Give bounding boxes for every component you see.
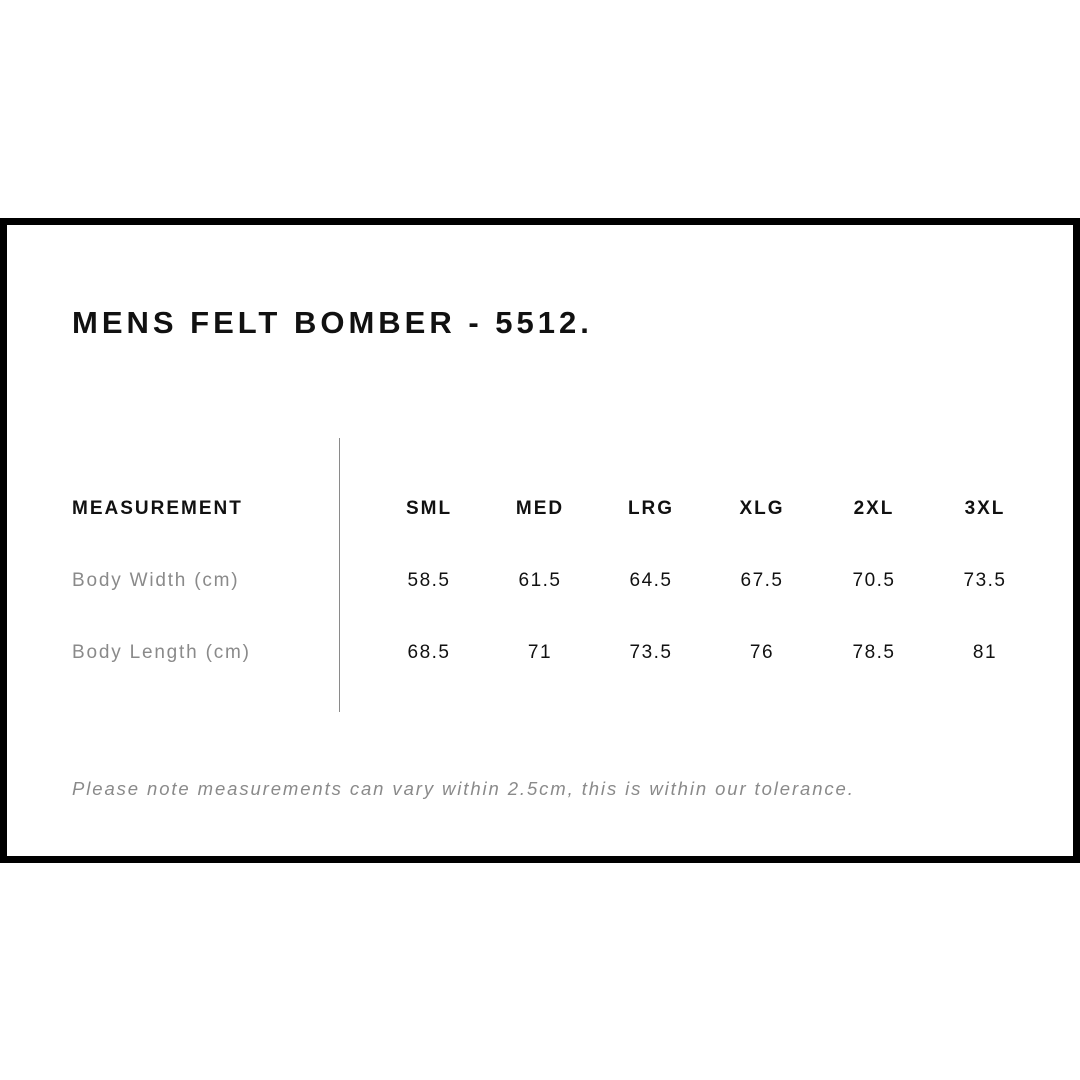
body-width-xlg: 67.5 (740, 570, 784, 591)
size-header-lrg: LRG (627, 498, 675, 519)
body-length-xlg: 76 (749, 642, 775, 663)
measurement-header: MEASUREMENT (72, 498, 243, 519)
body-width-3xl: 73.5 (963, 570, 1007, 591)
size-header-med: MED (515, 498, 565, 519)
size-header-2xl: 2XL (853, 498, 895, 519)
body-length-3xl: 81 (972, 642, 998, 663)
row-label-body-width: Body Width (cm) (72, 570, 240, 591)
body-width-sml: 58.5 (407, 570, 451, 591)
chart-title: MENS FELT BOMBER - 5512. (72, 305, 593, 340)
size-header-sml: SML (405, 498, 453, 519)
tolerance-note: Please note measurements can vary within 2.5cm, this is within our tolerance. (72, 778, 855, 799)
body-length-lrg: 73.5 (629, 642, 673, 663)
body-width-2xl: 70.5 (852, 570, 896, 591)
body-length-2xl: 78.5 (852, 642, 896, 663)
body-length-sml: 68.5 (407, 642, 451, 663)
row-label-body-length: Body Length (cm) (72, 642, 251, 663)
body-width-lrg: 64.5 (629, 570, 673, 591)
size-header-xlg: XLG (739, 498, 785, 519)
size-header-3xl: 3XL (964, 498, 1006, 519)
size-chart-card (0, 218, 1080, 863)
body-width-med: 61.5 (518, 570, 562, 591)
body-length-med: 71 (527, 642, 553, 663)
column-divider (339, 438, 340, 712)
